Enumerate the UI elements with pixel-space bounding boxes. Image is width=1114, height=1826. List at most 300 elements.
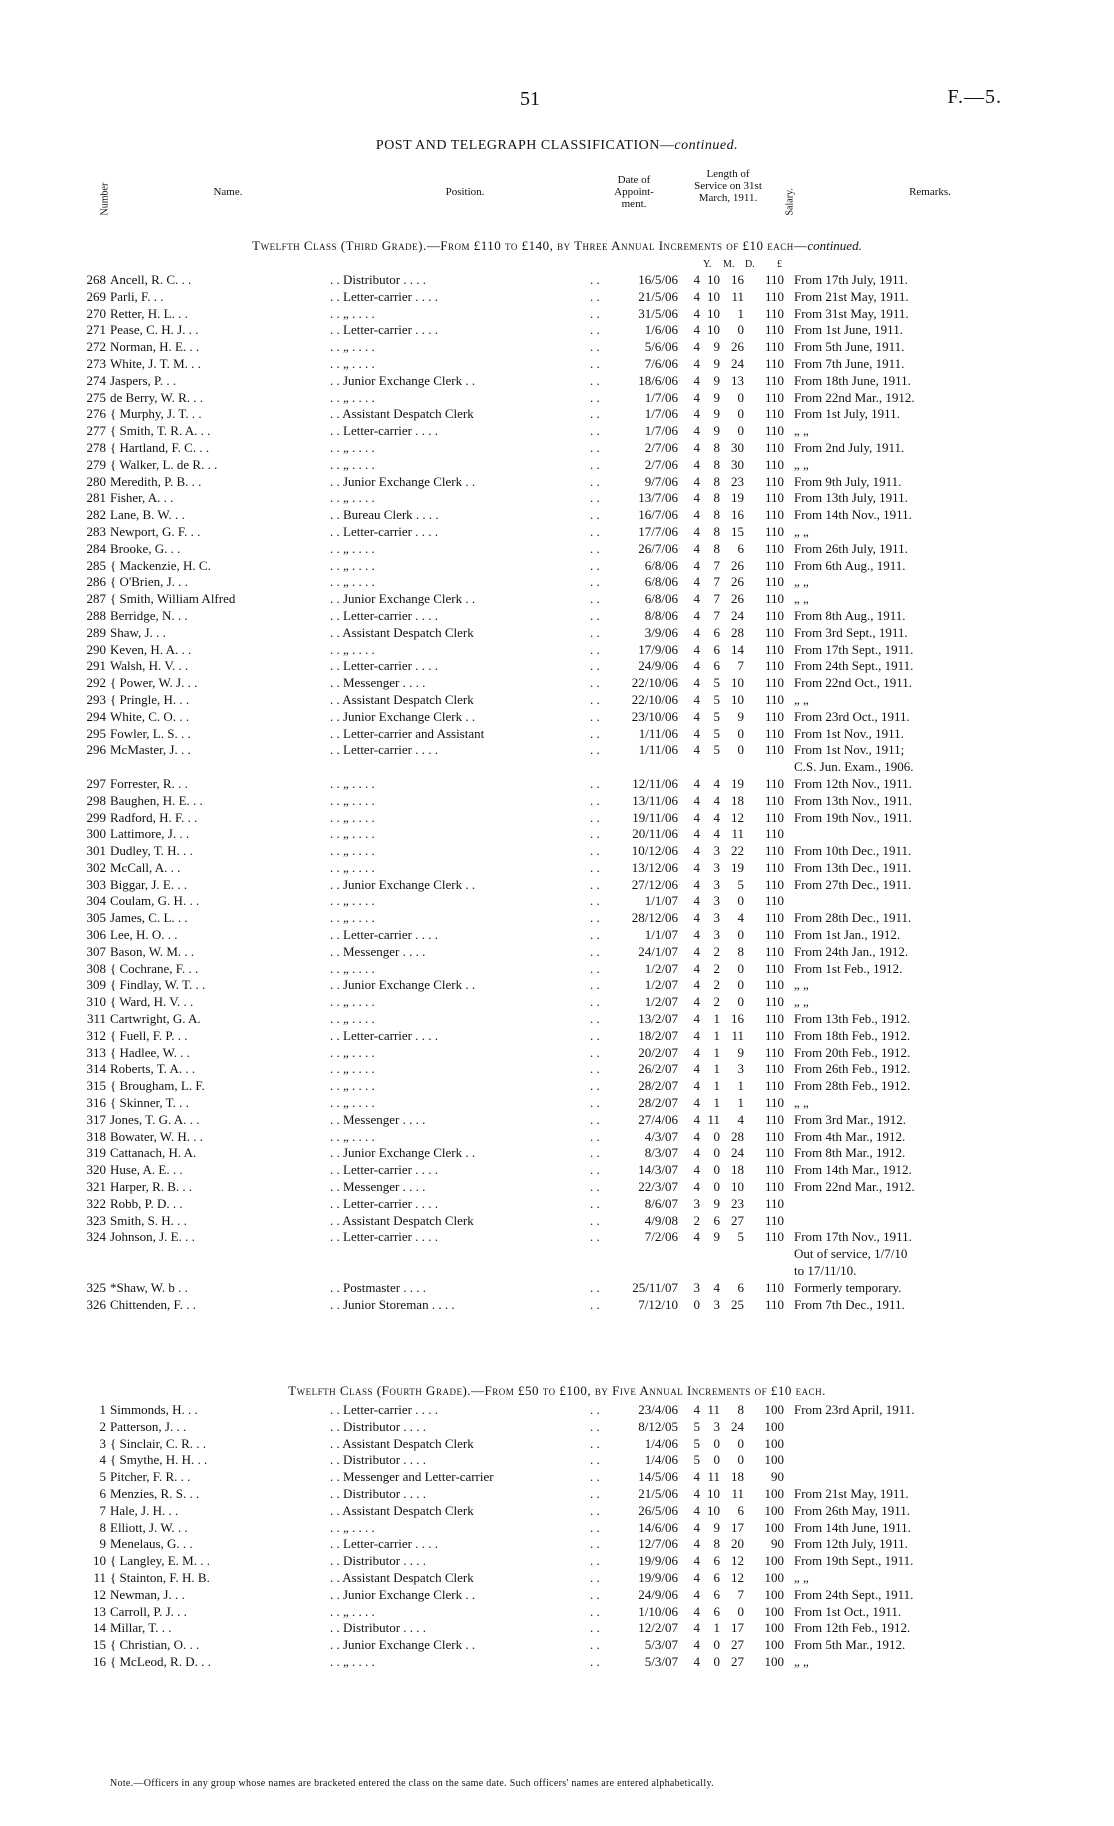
table-row: [70, 1486, 964, 1503]
row-number: 313: [86, 1044, 106, 1060]
row-salary: 110: [764, 557, 784, 573]
row-date: 1/11/06: [638, 742, 678, 758]
row-remarks: From 14th Mar., 1912.: [794, 1162, 912, 1178]
table-row: [70, 1419, 964, 1436]
row-position: . . Distributor . . . .: [330, 1485, 427, 1501]
row-leader: . .: [590, 1095, 600, 1111]
row-number: 295: [86, 725, 106, 741]
row-years: 4: [693, 322, 700, 338]
row-salary: 110: [764, 1296, 784, 1312]
row-name: Menelaus, G. . .: [110, 1536, 193, 1552]
row-salary: 110: [764, 927, 784, 943]
row-years: 4: [693, 1485, 700, 1501]
row-months: 0: [713, 1128, 720, 1144]
table-row: [70, 1028, 964, 1045]
row-days: 11: [731, 288, 744, 304]
table-row: [70, 1436, 964, 1453]
table-row: [70, 1520, 964, 1537]
row-salary: 110: [764, 943, 784, 959]
row-years: 4: [693, 1027, 700, 1043]
row-name: { Findlay, W. T. . .: [110, 977, 206, 993]
table-row: [70, 1553, 964, 1570]
row-months: 4: [713, 1279, 720, 1295]
row-days: 1: [737, 1095, 744, 1111]
row-remarks: [794, 893, 964, 910]
row-number: 303: [86, 876, 106, 892]
row-leader: . .: [590, 1469, 600, 1485]
row-salary: 110: [764, 423, 784, 439]
row-number: 287: [86, 591, 106, 607]
table-row: [70, 272, 964, 289]
row-position: . . Letter-carrier . . . .: [330, 523, 439, 539]
row-date: 10/12/06: [631, 843, 678, 859]
row-days: 26: [731, 574, 744, 590]
row-name: Simmonds, H. . .: [110, 1402, 198, 1417]
row-months: 2: [713, 943, 720, 959]
row-number: 294: [86, 708, 106, 724]
row-date: 7/12/10: [638, 1296, 678, 1312]
table-row: [70, 406, 964, 423]
row-date: 27/4/06: [638, 1111, 678, 1127]
row-leader: . .: [590, 792, 600, 808]
row-position: . . „ . . . .: [330, 843, 375, 859]
row-number: 311: [86, 1011, 106, 1027]
row-remarks: From 3rd Sept., 1911.: [794, 624, 908, 640]
row-remarks: From 1st Nov., 1911.: [794, 725, 904, 741]
row-leader: . .: [590, 624, 600, 640]
row-number: 286: [86, 574, 106, 590]
row-months: 3: [713, 927, 720, 943]
row-years: 4: [693, 540, 700, 556]
row-remarks: „ „: [794, 456, 809, 472]
table-row: [70, 742, 964, 759]
row-date: 6/8/06: [644, 557, 678, 573]
row-days: 0: [737, 406, 744, 422]
row-date: [610, 1263, 678, 1280]
row-leader: . .: [590, 372, 600, 388]
row-name: { Smith, William Alfred: [110, 591, 236, 607]
row-salary: 110: [764, 1279, 784, 1295]
row-date: 2/7/06: [644, 439, 678, 455]
row-remarks: From 2nd July, 1911.: [794, 439, 905, 455]
row-number: 15: [93, 1637, 106, 1653]
row-months: 8: [713, 456, 720, 472]
row-name: { Ward, H. V. . .: [110, 994, 194, 1010]
row-position: . . Messenger . . . .: [330, 1179, 426, 1195]
row-number: 274: [86, 372, 106, 388]
row-date: 19/9/06: [638, 1569, 678, 1585]
row-remarks: From 22nd Mar., 1912.: [794, 1179, 915, 1195]
table-row: [70, 306, 964, 323]
row-leader: . .: [590, 1027, 600, 1043]
column-header-number: Number: [99, 182, 111, 216]
row-years: 3: [693, 1195, 700, 1211]
table-row: [70, 373, 964, 390]
row-remarks: From 1st Nov., 1911;: [794, 742, 905, 758]
row-days: 10: [731, 691, 744, 707]
row-years: 4: [693, 994, 700, 1010]
row-leader: . .: [590, 456, 600, 472]
table-row: [70, 1604, 964, 1621]
row-days: 8: [737, 943, 744, 959]
table-row: [70, 574, 964, 591]
row-number: 291: [86, 658, 106, 674]
row-position: . . Letter-carrier . . . .: [330, 1536, 439, 1552]
row-date: 26/5/06: [638, 1502, 678, 1518]
row-months: 2: [713, 960, 720, 976]
table-row: [70, 1129, 964, 1146]
row-date: 28/2/07: [638, 1078, 678, 1094]
row-days: 12: [731, 1553, 744, 1569]
row-days: 19: [731, 859, 744, 875]
row-number: 280: [86, 473, 106, 489]
row-remarks: From 1st Feb., 1912.: [794, 960, 903, 976]
row-salary: 110: [764, 1095, 784, 1111]
row-salary: 100: [764, 1603, 784, 1619]
row-months: 6: [713, 1212, 720, 1228]
row-name: { Langley, E. M. . .: [110, 1553, 210, 1569]
row-number: 8: [99, 1519, 106, 1535]
row-remarks: From 1st Jan., 1912.: [794, 927, 901, 943]
row-remarks: [794, 1469, 964, 1486]
row-date: 26/7/06: [638, 540, 678, 556]
row-leader: . .: [590, 1620, 600, 1636]
row-months: 4: [713, 792, 720, 808]
row-salary: 100: [764, 1553, 784, 1569]
row-salary: 110: [764, 439, 784, 455]
row-years: 4: [693, 423, 700, 439]
row-remarks: From 12th July, 1911.: [794, 1536, 908, 1552]
row-name: Dudley, T. H. . .: [110, 843, 193, 859]
row-date: 1/7/06: [644, 423, 678, 439]
row-months: 1: [713, 1027, 720, 1043]
row-days: 23: [731, 1195, 744, 1211]
row-months: [700, 1246, 720, 1263]
row-date: 20/2/07: [638, 1044, 678, 1060]
row-leader: . .: [590, 557, 600, 573]
row-number: 5: [99, 1469, 106, 1485]
row-position: . . Assistant Despatch Clerk: [330, 1502, 474, 1518]
table-row: [70, 1095, 964, 1112]
row-months: [700, 1263, 720, 1280]
row-leader: . .: [590, 1279, 600, 1295]
row-remarks: From 31st May, 1911.: [794, 305, 909, 321]
row-number: 12: [93, 1586, 106, 1602]
row-days: 18: [731, 1162, 744, 1178]
row-remarks: „ „: [794, 1095, 809, 1111]
table-row: [70, 877, 964, 894]
column-header-length: Length of Service on 31st March, 1911.: [694, 168, 762, 204]
row-months: 9: [713, 389, 720, 405]
row-name: { Murphy, J. T. . .: [110, 406, 202, 422]
row-leader: . .: [590, 994, 600, 1010]
row-position: . . Assistant Despatch Clerk: [330, 691, 474, 707]
row-remarks: From 13th Feb., 1912.: [794, 1011, 911, 1027]
row-date: 28/12/06: [631, 910, 678, 926]
row-years: 4: [693, 1620, 700, 1636]
row-leader: . .: [590, 1536, 600, 1552]
row-name: Menzies, R. S. . .: [110, 1485, 200, 1501]
row-salary: 110: [764, 1061, 784, 1077]
row-number: 314: [86, 1061, 106, 1077]
row-years: 4: [693, 809, 700, 825]
row-years: 4: [693, 1519, 700, 1535]
row-leader: . .: [590, 809, 600, 825]
row-name: Lee, H. O. . .: [110, 927, 178, 943]
row-years: 4: [693, 355, 700, 371]
row-position: [330, 1246, 590, 1263]
row-date: 18/6/06: [638, 372, 678, 388]
row-name: Radford, H. F. . .: [110, 809, 198, 825]
table-row: [70, 692, 964, 709]
row-name: Newman, J. . .: [110, 1586, 185, 1602]
row-position: . . Messenger . . . .: [330, 1111, 426, 1127]
row-salary: 110: [764, 456, 784, 472]
row-date: 12/7/06: [638, 1536, 678, 1552]
row-leader: . .: [590, 775, 600, 791]
row-position: . . „ . . . .: [330, 540, 375, 556]
row-years: 4: [693, 658, 700, 674]
row-days: 18: [731, 792, 744, 808]
row-remarks: From 26th Feb., 1912.: [794, 1061, 911, 1077]
row-years: 4: [693, 1553, 700, 1569]
row-months: 10: [707, 305, 720, 321]
row-remarks: From 22nd Mar., 1912.: [794, 389, 915, 405]
row-name: Walsh, H. V. . .: [110, 658, 189, 674]
row-date: 2/7/06: [644, 456, 678, 472]
row-days: 27: [731, 1637, 744, 1653]
row-remarks: From 18th Feb., 1912.: [794, 1027, 911, 1043]
row-name: Carroll, P. J. . .: [110, 1603, 187, 1619]
row-days: 6: [737, 1502, 744, 1518]
table-row: [70, 1587, 964, 1604]
table-row: [70, 608, 964, 625]
row-number: 315: [86, 1078, 106, 1094]
row-salary: 110: [764, 624, 784, 640]
table-row: [70, 289, 964, 306]
table-row: [70, 1196, 964, 1213]
row-leader: . .: [590, 1603, 600, 1619]
row-date: 19/11/06: [632, 809, 678, 825]
row-name: Smith, S. H. . .: [110, 1212, 187, 1228]
table-row: [70, 1112, 964, 1129]
row-remarks: From 23rd April, 1911.: [794, 1402, 915, 1417]
row-position: . . Letter-carrier . . . .: [330, 927, 439, 943]
row-salary: 90: [771, 1469, 784, 1485]
row-position: . . „ . . . .: [330, 1603, 375, 1619]
row-salary: 110: [764, 910, 784, 926]
row-position: . . Distributor . . . .: [330, 1452, 427, 1468]
table-row: [70, 810, 964, 827]
row-date: 6/8/06: [644, 591, 678, 607]
row-name: { Fuell, F. P. . .: [110, 1027, 188, 1043]
table-row: [70, 1637, 964, 1654]
row-months: 6: [713, 1603, 720, 1619]
row-days: 27: [731, 1653, 744, 1669]
row-years: 4: [693, 372, 700, 388]
row-date: 1/2/07: [644, 994, 678, 1010]
row-months: 1: [713, 1044, 720, 1060]
row-salary: 110: [764, 1229, 784, 1245]
row-position: . . „ . . . .: [330, 1061, 375, 1077]
row-position: . . Letter-carrier . . . .: [330, 1229, 439, 1245]
row-remarks: to 17/11/10.: [794, 1263, 857, 1279]
row-position: . . Messenger . . . .: [330, 943, 426, 959]
row-salary: 110: [764, 977, 784, 993]
row-leader: . .: [590, 1502, 600, 1518]
row-date: 24/1/07: [638, 943, 678, 959]
row-years: 4: [693, 591, 700, 607]
row-leader: . .: [590, 910, 600, 926]
row-date: 12/11/06: [632, 775, 678, 791]
row-date: 24/9/06: [638, 658, 678, 674]
row-remarks: From 27th Dec., 1911.: [794, 876, 912, 892]
row-position: . . „ . . . .: [330, 1044, 375, 1060]
row-leader: . .: [590, 1553, 600, 1569]
row-name: Patterson, J. . .: [110, 1418, 187, 1434]
row-position: . . „ . . . .: [330, 389, 375, 405]
row-years: 4: [693, 641, 700, 657]
row-leader: . .: [590, 927, 600, 943]
row-position: . . Distributor . . . .: [330, 272, 427, 287]
row-remarks: From 14th June, 1911.: [794, 1519, 911, 1535]
row-number: 270: [86, 305, 106, 321]
row-salary: 110: [764, 339, 784, 355]
row-leader: . .: [590, 742, 600, 758]
row-months: 7: [713, 591, 720, 607]
row-date: 22/3/07: [638, 1179, 678, 1195]
row-days: 6: [737, 1279, 744, 1295]
row-years: 4: [693, 1502, 700, 1518]
row-remarks: From 19th Nov., 1911.: [794, 809, 912, 825]
row-years: [678, 1263, 700, 1280]
row-days: 17: [731, 1519, 744, 1535]
row-remarks: From 23rd Oct., 1911.: [794, 708, 910, 724]
row-years: 4: [693, 1145, 700, 1161]
row-position: . . Junior Exchange Clerk . .: [330, 591, 476, 607]
row-number: 323: [86, 1212, 106, 1228]
row-years: 3: [693, 1279, 700, 1295]
row-years: 4: [693, 1095, 700, 1111]
row-name: { Power, W. J. . .: [110, 675, 198, 691]
row-salary: 110: [764, 826, 784, 842]
row-number: 285: [86, 557, 106, 573]
footnote: Note.—Officers in any group whose names are bracketed entered the class on the same date. Such officers' names are entered alphabetically.: [110, 1778, 714, 1789]
row-name: Forrester, R. . .: [110, 775, 188, 791]
row-months: 6: [713, 1586, 720, 1602]
row-date: 4/9/08: [644, 1212, 678, 1228]
row-position: . . Letter-carrier . . . .: [330, 1027, 439, 1043]
row-salary: 100: [764, 1502, 784, 1518]
row-leader: . .: [590, 473, 600, 489]
row-name: White, J. T. M. . .: [110, 355, 201, 371]
row-years: 4: [693, 339, 700, 355]
row-months: 3: [713, 876, 720, 892]
row-date: 1/11/06: [638, 725, 678, 741]
row-days: 22: [731, 843, 744, 859]
row-days: 11: [731, 1027, 744, 1043]
row-leader: . .: [590, 708, 600, 724]
column-header-date: Date of Appoint-ment.: [614, 174, 654, 210]
row-leader: . .: [590, 1145, 600, 1161]
row-years: 4: [693, 675, 700, 691]
row-days: 28: [731, 624, 744, 640]
row-name: Roberts, T. A. . .: [110, 1061, 196, 1077]
row-months: 5: [713, 708, 720, 724]
table-row: [70, 1452, 964, 1469]
row-position: . . „ . . . .: [330, 1519, 375, 1535]
row-date: 17/9/06: [638, 641, 678, 657]
row-months: 8: [713, 1536, 720, 1552]
table-row: [70, 1078, 964, 1095]
row-name: Brooke, G. . .: [110, 540, 181, 556]
table-row: [70, 490, 964, 507]
row-days: 0: [737, 1603, 744, 1619]
row-years: 4: [693, 859, 700, 875]
row-leader: . .: [590, 1044, 600, 1060]
row-days: 0: [737, 322, 744, 338]
row-name: { Skinner, T. . .: [110, 1095, 189, 1111]
row-months: 3: [713, 859, 720, 875]
row-name: { Hadlee, W. . .: [110, 1044, 190, 1060]
row-name: Jaspers, P. . .: [110, 372, 177, 388]
row-remarks: From 20th Feb., 1912.: [794, 1044, 911, 1060]
row-years: 4: [693, 792, 700, 808]
row-date: 1/2/07: [644, 960, 678, 976]
row-position: . . Assistant Despatch Clerk: [330, 406, 474, 422]
row-months: 3: [713, 843, 720, 859]
row-name: Lattimore, J. . .: [110, 826, 190, 842]
row-position: . . Assistant Despatch Clerk: [330, 624, 474, 640]
row-days: 13: [731, 372, 744, 388]
row-date: 9/7/06: [644, 473, 678, 489]
row-days: 0: [737, 742, 744, 758]
row-years: 4: [693, 826, 700, 842]
row-salary: 110: [764, 876, 784, 892]
row-months: 9: [713, 1195, 720, 1211]
row-days: 24: [731, 607, 744, 623]
row-name: Cattanach, H. A.: [110, 1145, 197, 1161]
table-row: [70, 1280, 964, 1297]
row-months: 11: [707, 1111, 720, 1127]
table-row: [70, 1570, 964, 1587]
table-row: [70, 658, 964, 675]
table-row: [70, 675, 964, 692]
row-months: 9: [713, 372, 720, 388]
row-days: 4: [737, 910, 744, 926]
table-row: [70, 910, 964, 927]
row-number: 307: [86, 943, 106, 959]
row-leader: . .: [590, 490, 600, 506]
table-row: [70, 591, 964, 608]
row-date: 14/5/06: [638, 1469, 678, 1485]
row-years: 4: [693, 725, 700, 741]
row-leader: . .: [590, 406, 600, 422]
row-remarks: „ „: [794, 1653, 809, 1669]
row-days: 4: [737, 1111, 744, 1127]
row-salary: 110: [764, 607, 784, 623]
row-remarks: From 5th Mar., 1912.: [794, 1637, 906, 1653]
row-position: . . Junior Exchange Clerk . .: [330, 1637, 476, 1653]
row-name: { Smythe, H. H. . .: [110, 1452, 208, 1468]
row-salary: 100: [764, 1519, 784, 1535]
days-label: D.: [745, 259, 755, 270]
row-name: { Mackenzie, H. C.: [110, 557, 211, 573]
row-salary: 110: [764, 725, 784, 741]
table-row: [70, 1061, 964, 1078]
row-days: 15: [731, 523, 744, 539]
row-remarks: From 4th Mar., 1912.: [794, 1128, 906, 1144]
